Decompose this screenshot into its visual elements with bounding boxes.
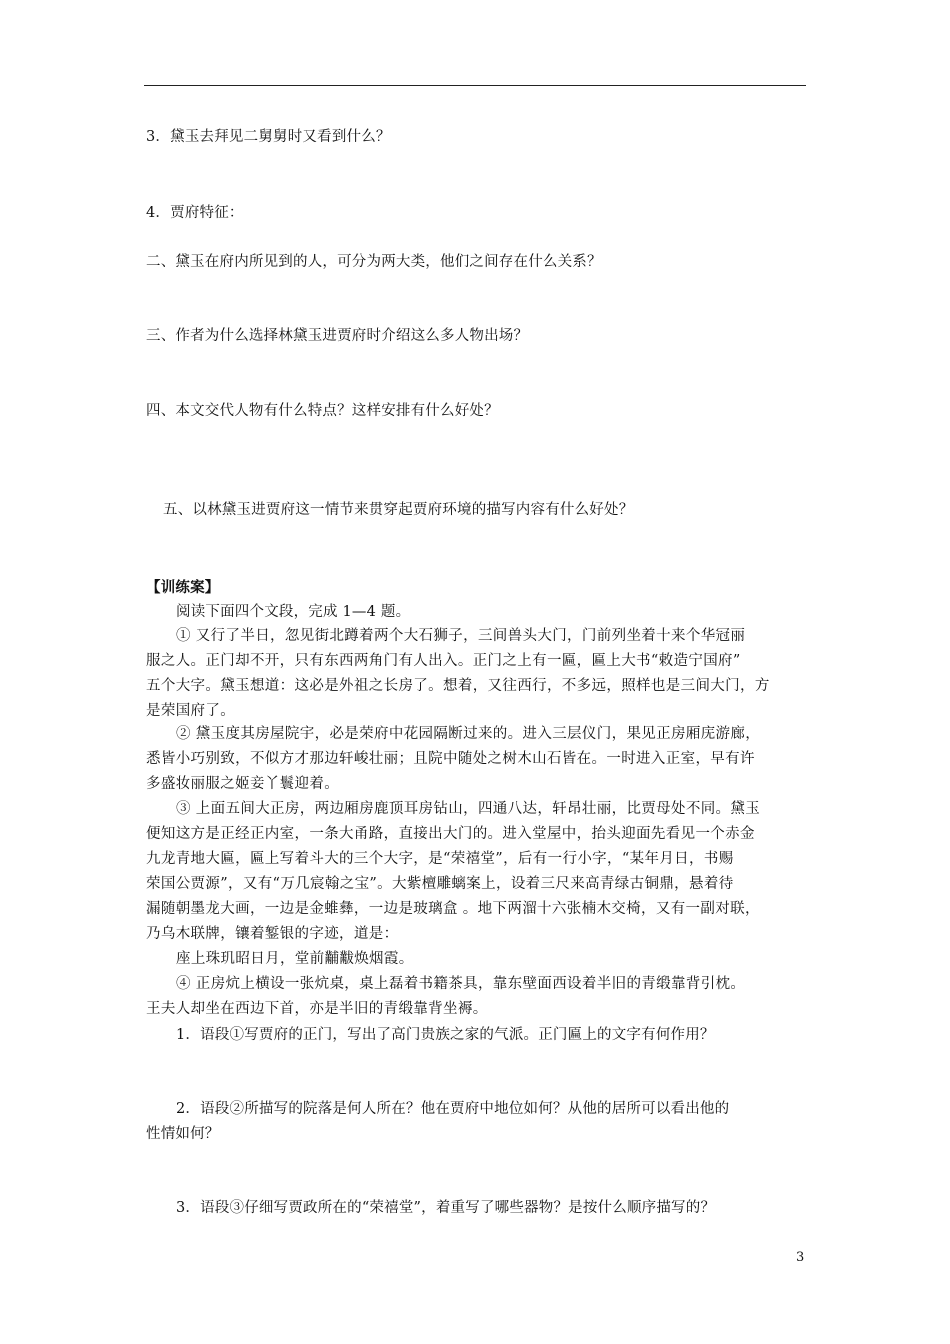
passage-2-line: ② 黛玉度其房屋院宇，必是荣府中花园隔断过来的。进入三层仪门，果见正房厢庑游廊， bbox=[176, 726, 761, 742]
passage-1 bbox=[146, 624, 806, 724]
section-2-question: 二、黛玉在府内所见到的人，可分为两大类，他们之间存在什么关系？ bbox=[146, 254, 602, 270]
passage-3-line: 乃乌木联牌，镶着錾银的字迹，道是： bbox=[146, 926, 399, 942]
section-4-question: 四、本文交代人物有什么特点？这样安排有什么好处？ bbox=[146, 403, 499, 419]
header-rule bbox=[144, 85, 806, 86]
question-4: 4．贾府特征： bbox=[146, 205, 244, 221]
passage-2-line: 悉皆小巧别致，不似方才那边轩峻壮丽；且院中随处之树木山石皆在。一时进入正室，早有许 bbox=[146, 751, 755, 767]
passage-3-line: 便知这方是正经正内室，一条大甬路，直接出大门的。进入堂屋中，抬头迎面先看见一个赤金 bbox=[146, 826, 755, 842]
training-question-3: 3．语段③仔细写贾政所在的“荣禧堂”，着重写了哪些器物？是按什么顺序描写的？ bbox=[176, 1200, 716, 1216]
page-number: 3 bbox=[796, 1250, 805, 1265]
passage-3-line: ③ 上面五间大正房，两边厢房鹿顶耳房钻山，四通八达，轩昂壮丽，比贾母处不同。黛玉 bbox=[176, 801, 761, 817]
passage-1-line: ① 又行了半日，忽见街北蹲着两个大石狮子，三间兽头大门，门前列坐着十来个华冠丽 bbox=[176, 628, 746, 644]
passage-4-line: ④ 正房炕上横设一张炕桌，桌上磊着书籍茶具，靠东壁面西设着半旧的青缎靠背引枕。 bbox=[176, 976, 746, 992]
couplet: 座上珠玑昭日月，堂前黼黻焕烟霞。 bbox=[176, 951, 414, 967]
passage-2-line: 多盛妆丽服之姬妾丫鬟迎着。 bbox=[146, 776, 340, 792]
section-3-question: 三、作者为什么选择林黛玉进贾府时介绍这么多人物出场？ bbox=[146, 328, 529, 344]
passage-3 bbox=[146, 797, 806, 972]
passage-4-line: 王夫人却坐在西边下首，亦是半旧的青缎靠背坐褥。 bbox=[146, 1001, 488, 1017]
passage-3-line: 九龙青地大匾，匾上写着斗大的三个大字，是“荣禧堂”，后有一行小字，“某年月日，书赐 bbox=[146, 851, 734, 867]
section-5-question: 五、以林黛玉进贾府这一情节来贯穿起贾府环境的描写内容有什么好处？ bbox=[163, 502, 634, 518]
training-heading: 【训练案】 bbox=[146, 579, 220, 596]
passage-3-line: 荣国公贾源”，又有“万几宸翰之宝”。大紫檀雕螭案上，设着三尺来高青绿古铜鼎，悬着待 bbox=[146, 876, 734, 892]
passage-3-line: 漏随朝墨龙大画，一边是金蜼彝，一边是玻璃盒 。地下两溜十六张楠木交椅，又有一副对联， bbox=[146, 901, 760, 917]
training-question-2: 2．语段②所描写的院落是何人所在？他在贾府中地位如何？从他的居所可以看出他的 bbox=[176, 1101, 730, 1117]
training-question-1: 1．语段①写贾府的正门，写出了高门贵族之家的气派。正门匾上的文字有何作用？ bbox=[176, 1027, 715, 1043]
passage-1-line: 五个大字。黛玉想道：这必是外祖之长房了。想着，又往西行，不多远，照样也是三间大门，方 bbox=[146, 678, 770, 694]
passage-1-line: 是荣国府了。 bbox=[146, 703, 236, 719]
passage-4 bbox=[146, 972, 806, 1022]
training-question-2-continued: 性情如何？ bbox=[146, 1126, 220, 1142]
question-3: 3．黛玉去拜见二舅舅时又看到什么？ bbox=[146, 129, 391, 145]
training-intro: 阅读下面四个文段，完成 1—4 题。 bbox=[176, 604, 411, 620]
passage-2 bbox=[146, 722, 806, 797]
passage-1-line: 服之人。正门却不开，只有东西两角门有人出入。正门之上有一匾，匾上大书“敕造宁国府” bbox=[146, 653, 741, 669]
